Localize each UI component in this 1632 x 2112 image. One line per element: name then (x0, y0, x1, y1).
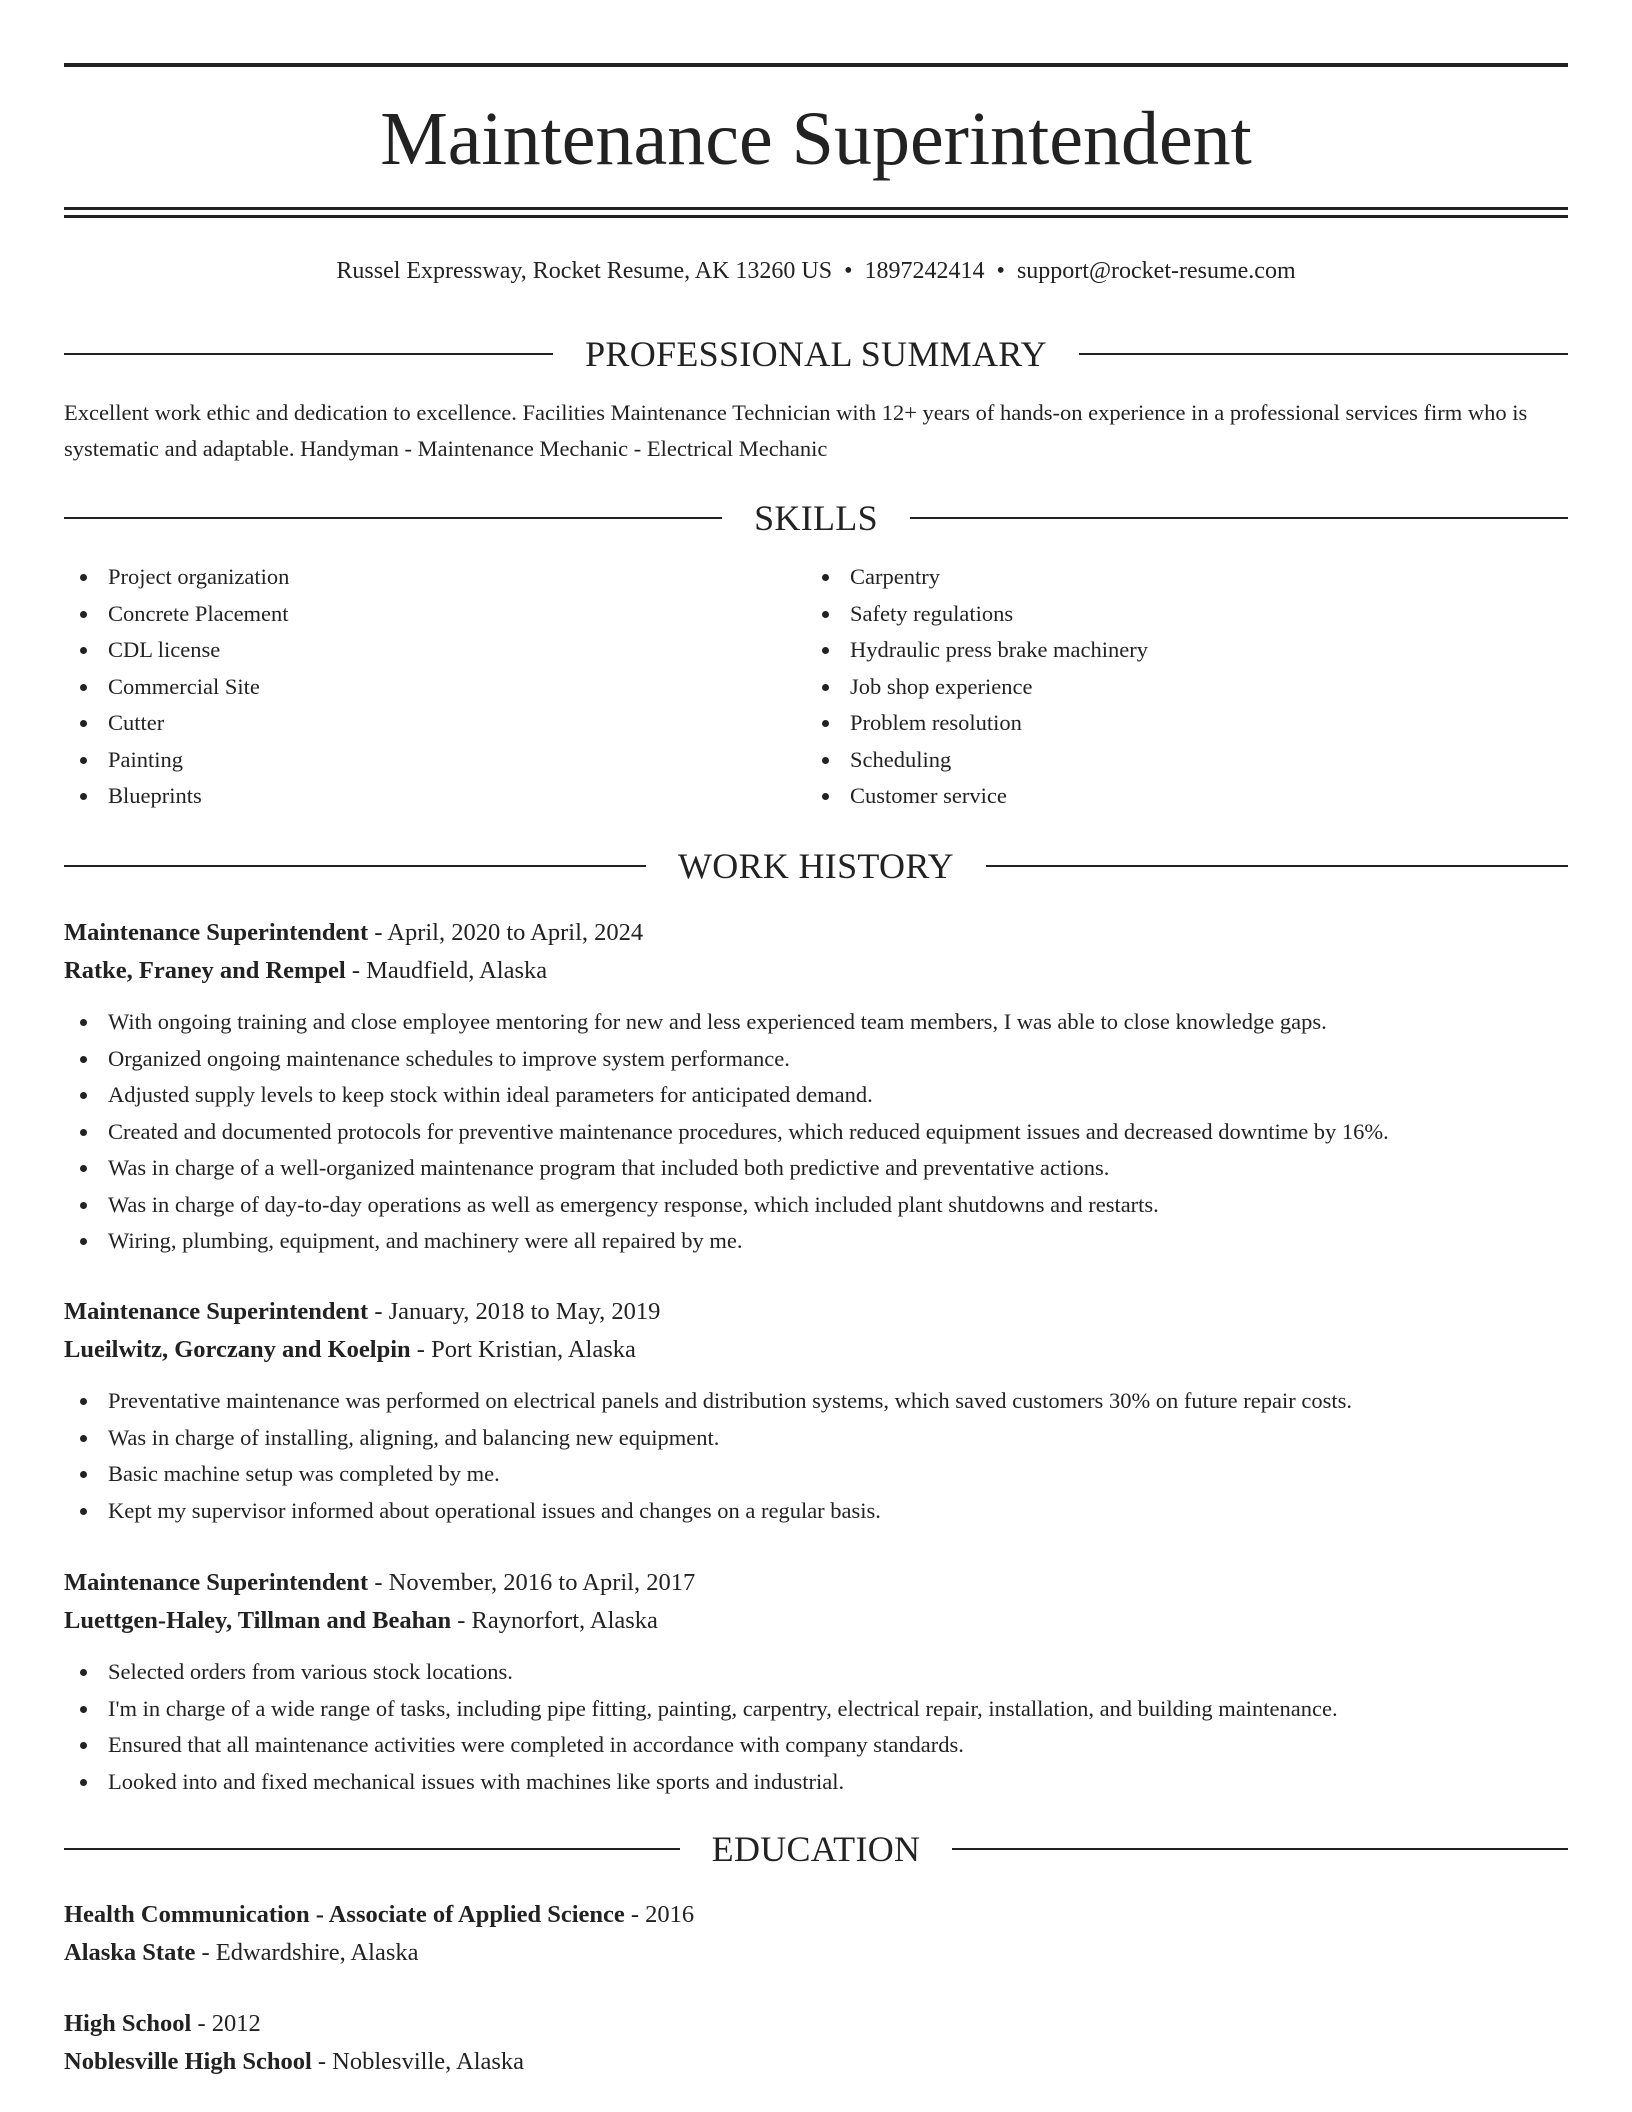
job-title: Maintenance Superintendent (64, 1569, 369, 1596)
job-bullets (64, 1004, 1568, 1260)
list-item: Kept my supervisor informed about operational issues and changes on a regular basis. (64, 1493, 1568, 1530)
section-header-work-history (64, 846, 1568, 886)
education-school-line (64, 2043, 1568, 2081)
job-dates: - April, 2020 to April, 2024 (368, 919, 644, 946)
job-bullets (64, 1383, 1568, 1529)
list-item: Commercial Site (64, 669, 804, 706)
education-location: - Noblesville, Alaska (311, 2048, 525, 2075)
list-item: Blueprints (64, 778, 804, 815)
list-item: Problem resolution (806, 705, 1566, 742)
skills-list-right (806, 559, 1566, 815)
education-year: - 2012 (191, 2010, 261, 2037)
section-rule (986, 865, 1568, 867)
contact-separator: • (996, 258, 1005, 284)
job-company-line (64, 1602, 1568, 1640)
job-title-line (64, 914, 1568, 952)
job-company: Luettgen-Haley, Tillman and Beahan (64, 1607, 452, 1634)
job-company: Ratke, Franey and Rempel (64, 957, 346, 984)
list-item: With ongoing training and close employee mentoring for new and less experienced team members, I was able to close knowledge gaps. (64, 1004, 1568, 1041)
section-rule (64, 865, 646, 867)
job-location: - Raynorfort, Alaska (451, 1607, 658, 1634)
job-company-line (64, 952, 1568, 990)
job-title-line (64, 1293, 1568, 1331)
section-rule (910, 517, 1568, 519)
list-item: Ensured that all maintenance activities were completed in accordance with company standards. (64, 1727, 1568, 1764)
list-item: Adjusted supply levels to keep stock within ideal parameters for anticipated demand. (64, 1077, 1568, 1114)
education-school: Alaska State (64, 1939, 196, 1966)
education-year: - 2016 (624, 1901, 695, 1928)
job-company-line (64, 1331, 1568, 1369)
section-rule (64, 353, 553, 355)
list-item: Selected orders from various stock locations. (64, 1654, 1568, 1691)
section-title: PROFESSIONAL SUMMARY (585, 334, 1047, 374)
contact-separator: • (844, 258, 853, 284)
job-company: Lueilwitz, Gorczany and Koelpin (64, 1336, 411, 1363)
job-location: - Maudfield, Alaska (345, 957, 548, 984)
list-item: I'm in charge of a wide range of tasks, including pipe fitting, painting, carpentry, electrical repair, installation, and building maintenance. (64, 1691, 1568, 1728)
page-title: Maintenance Superintendent (380, 97, 1252, 181)
section-title: WORK HISTORY (678, 846, 954, 886)
education-school-line (64, 1934, 1568, 1972)
section-title: EDUCATION (711, 1829, 921, 1869)
list-item: Painting (64, 742, 804, 779)
list-item: Created and documented protocols for preventive maintenance procedures, which reduced equipment issues and decreased downtime by 16%. (64, 1114, 1568, 1151)
list-item: Concrete Placement (64, 596, 804, 633)
list-item: Looked into and fixed mechanical issues with machines like sports and industrial. (64, 1764, 1568, 1801)
education-degree: High School (64, 2010, 192, 2037)
list-item: Scheduling (806, 742, 1566, 779)
list-item: Customer service (806, 778, 1566, 815)
education-degree-line (64, 1896, 1568, 1934)
section-title: SKILLS (754, 498, 878, 538)
education-degree-line (64, 2005, 1568, 2043)
list-item: Wiring, plumbing, equipment, and machinery were all repaired by me. (64, 1223, 1568, 1260)
section-rule (64, 1848, 680, 1850)
job-title-line (64, 1564, 1568, 1602)
list-item: Project organization (64, 559, 804, 596)
education-school: Noblesville High School (64, 2048, 312, 2075)
list-item: CDL license (64, 632, 804, 669)
job-dates: - January, 2018 to May, 2019 (368, 1298, 661, 1325)
list-item: Was in charge of day-to-day operations as well as emergency response, which included plant shutdowns and restarts. (64, 1187, 1568, 1224)
contact-line (64, 254, 1568, 288)
section-header-summary (64, 334, 1568, 374)
section-rule (1079, 353, 1568, 355)
list-item: Carpentry (806, 559, 1566, 596)
education-location: - Edwardshire, Alaska (195, 1939, 419, 1966)
job-title: Maintenance Superintendent (64, 919, 369, 946)
list-item: Was in charge of a well-organized maintenance program that included both predictive and preventative actions. (64, 1150, 1568, 1187)
summary-text: Excellent work ethic and dedication to excellence. Facilities Maintenance Technician with 12+ years of hands-on experience in a professional services firm who is systematic and adaptable. Handyman - Maintenance Mechanic - Electrical Mechanic (64, 400, 1528, 461)
job-entry (64, 1293, 1568, 1529)
job-bullets (64, 1654, 1568, 1800)
job-entry (64, 1564, 1568, 1800)
list-item: Organized ongoing maintenance schedules to improve system performance. (64, 1041, 1568, 1078)
list-item: Cutter (64, 705, 804, 742)
skills-list-left (64, 559, 804, 815)
contact-phone: 1897242414 (864, 258, 985, 284)
education-degree: Health Communication - Associate of Applied Science (64, 1901, 625, 1928)
title-rule-lower (64, 215, 1568, 218)
section-rule (952, 1848, 1568, 1850)
list-item: Job shop experience (806, 669, 1566, 706)
list-item: Safety regulations (806, 596, 1566, 633)
job-dates: - November, 2016 to April, 2017 (368, 1569, 696, 1596)
job-location: - Port Kristian, Alaska (410, 1336, 636, 1363)
contact-address: Russel Expressway, Rocket Resume, AK 13260 US (336, 258, 833, 284)
section-header-skills (64, 498, 1568, 538)
contact-email: support@rocket-resume.com (1016, 258, 1296, 284)
job-title: Maintenance Superintendent (64, 1298, 369, 1325)
title-rule-upper (64, 207, 1568, 210)
list-item: Was in charge of installing, aligning, and balancing new equipment. (64, 1420, 1568, 1457)
list-item: Preventative maintenance was performed on electrical panels and distribution systems, which saved customers 30% on future repair costs. (64, 1383, 1568, 1420)
education-entry (64, 1896, 1568, 1972)
top-rule (64, 63, 1568, 67)
job-entry (64, 914, 1568, 1260)
section-header-education (64, 1829, 1568, 1869)
list-item: Hydraulic press brake machinery (806, 632, 1566, 669)
section-rule (64, 517, 722, 519)
list-item: Basic machine setup was completed by me. (64, 1456, 1568, 1493)
education-entry (64, 2005, 1568, 2081)
